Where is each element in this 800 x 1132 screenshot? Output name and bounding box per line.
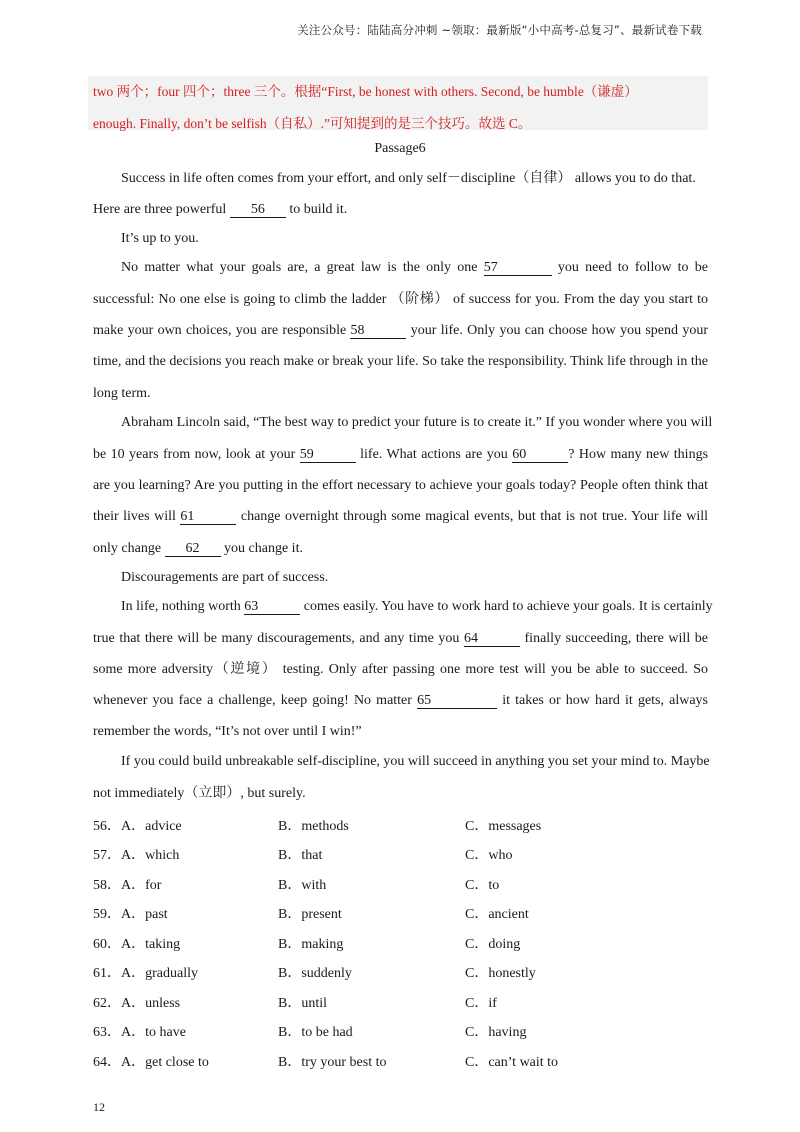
passage-line: It’s up to you.: [121, 231, 199, 246]
option-b: B．methods: [278, 819, 349, 834]
answer-explanation-line-1: two 两个；four 四个；three 三个。根据“First, be honest with others. Second, be humble（谦虚）: [93, 84, 638, 99]
passage-line: remember the words, “It’s not over until I win!”: [93, 724, 362, 739]
passage-line: Here are three powerful 56 to build it.: [93, 202, 348, 217]
passage-line: not immediately（立即）, but surely.: [93, 786, 306, 801]
passage-line: some more adversity（逆境） testing. Only after passing one more test will you be able to succeed. So: [93, 662, 708, 677]
blank-61: 61: [180, 509, 236, 525]
passage-line: time, and the decisions you reach make or break your life. So take the responsibility. Think life through in the: [93, 354, 708, 369]
option-c: C．can’t wait to: [465, 1055, 559, 1070]
passage-line: successful: No one else is going to climb the ladder （阶梯） of success for you. From the day you start to: [93, 292, 708, 307]
option-c: C．who: [465, 848, 513, 863]
passage-line: their lives will 61 change overnight through some magical events, but that is not true. Your life will: [93, 509, 708, 524]
passage-line: only change 62 you change it.: [93, 541, 303, 556]
page-header: 关注公众号：陆陆高分冲刺 ~领取：最新版“小中高考-总复习”、最新试卷下载: [297, 23, 702, 37]
option-a: 58．A．for: [93, 878, 162, 893]
passage-line: whenever you face a challenge, keep going! No matter 65 it takes or how hard it gets, always: [93, 693, 709, 708]
passage-title: Passage6: [374, 141, 426, 156]
passage-line: Discouragements are part of success.: [121, 570, 329, 585]
option-a: 56．A．advice: [93, 819, 182, 834]
answer-explanation-line-2: enough. Finally, don’t be selfish（自私）.”可知提到的是三个技巧。故选 C。: [93, 116, 532, 131]
option-b: B．present: [278, 907, 342, 922]
option-b: B．that: [278, 848, 323, 863]
option-a: 60．A．taking: [93, 937, 181, 952]
passage-line: be 10 years from now, look at your 59 life. What actions are you 60 ? How many new things: [93, 447, 709, 462]
option-c: C．if: [465, 996, 497, 1011]
passage-line: long term.: [93, 386, 151, 401]
blank-62: 62: [165, 541, 221, 557]
option-b: B．to be had: [278, 1025, 353, 1040]
option-c: C．messages: [465, 819, 542, 834]
blank-65: 65: [417, 693, 497, 709]
option-b: B．try your best to: [278, 1055, 387, 1070]
option-c: C．honestly: [465, 966, 536, 981]
option-c: C．having: [465, 1025, 527, 1040]
passage-line: If you could build unbreakable self-discipline, you will succeed in anything you set your mind to. Maybe: [121, 754, 710, 769]
option-a: 61．A．gradually: [93, 966, 198, 981]
option-c: C．doing: [465, 937, 521, 952]
option-a: 57．A．which: [93, 848, 180, 863]
passage-line: Success in life often comes from your effort, and only self－discipline（自律） allows you to do that.: [121, 171, 696, 186]
blank-64: 64: [464, 631, 520, 647]
option-a: 62．A．unless: [93, 996, 181, 1011]
option-b: B．with: [278, 878, 327, 893]
passage-line: In life, nothing worth 63 comes easily. You have to work hard to achieve your goals. It is certainly: [121, 599, 713, 614]
blank-56: 56: [230, 202, 286, 218]
passage-line: Abraham Lincoln said, “The best way to predict your future is to create it.” If you wonder where you will: [121, 415, 713, 430]
option-b: B．suddenly: [278, 966, 352, 981]
blank-59: 59: [300, 447, 356, 463]
blank-60: 60: [512, 447, 568, 463]
option-a: 59．A．past: [93, 907, 168, 922]
option-a: 64．A．get close to: [93, 1055, 209, 1070]
option-c: C．to: [465, 878, 500, 893]
option-b: B．making: [278, 937, 344, 952]
page-number: 12: [93, 1100, 105, 1114]
blank-58: 58: [350, 323, 406, 339]
passage-line: true that there will be many discouragements, and any time you 64 finally succeeding, there will be: [93, 631, 708, 646]
passage-line: make your own choices, you are responsible 58 your life. Only you can choose how you spend your: [93, 323, 708, 338]
option-a: 63．A．to have: [93, 1025, 186, 1040]
passage-line: are you learning? Are you putting in the effort necessary to achieve your goals today? People often think that: [93, 478, 708, 493]
blank-57: 57: [484, 260, 552, 276]
option-c: C．ancient: [465, 907, 529, 922]
option-b: B．until: [278, 996, 328, 1011]
blank-63: 63: [244, 599, 300, 615]
passage-line: No matter what your goals are, a great law is the only one 57 you need to follow to be: [121, 260, 708, 275]
